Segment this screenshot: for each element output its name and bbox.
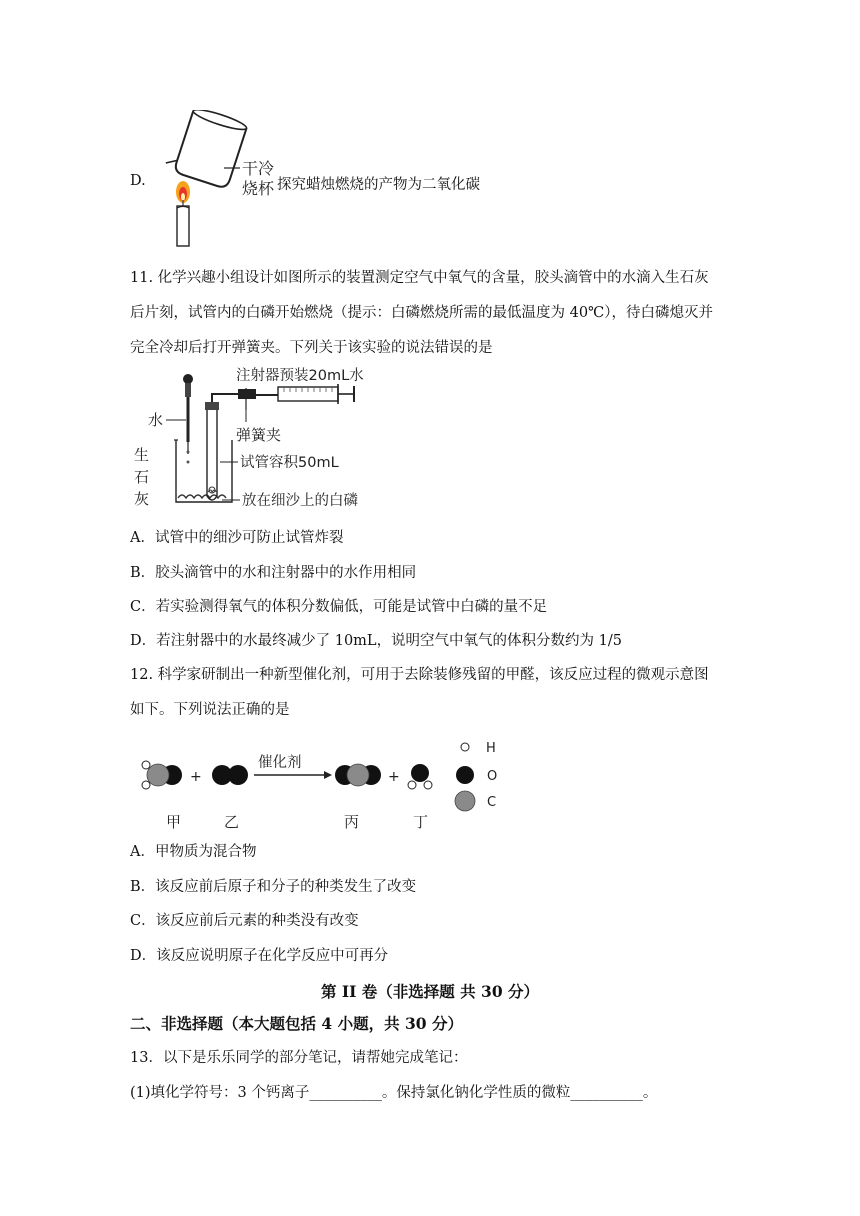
plus-sign-1: + [190,769,202,785]
q12-stem-line-2: 如下。下列说法正确的是 [130,702,290,718]
section-title: 二、非选择题（本大题包括 4 小题，共 30 分） [130,1014,463,1033]
q10-option-d-letter: D. [130,173,146,189]
label-dry-cold: 干冷 [242,159,275,178]
label-water: 水 [148,411,164,429]
q13-stem: 13．以下是乐乐同学的部分笔记，请帮她完成笔记： [130,1050,468,1066]
label-lime-1: 生 [134,446,150,464]
q11-option-d: D．若注射器中的水最终减少了 10mL，说明空气中氧气的体积分数约为 1/5 [130,633,623,649]
candle-beaker-figure [150,110,285,250]
label-jia: 甲 [166,813,182,831]
reaction-micro-diagram [130,735,530,835]
label-beaker: 烧杯 [242,179,275,198]
oxygen-measurement-figure [128,362,388,518]
label-ding: 丁 [413,813,429,831]
q12-option-a: A．甲物质为混合物 [130,844,257,860]
q13-item-1: (1)填化学符号：3 个钙离子__________。保持氯化钠化学性质的微粒__________。 [130,1085,658,1101]
legend-h: H [486,741,496,756]
label-lime-2: 石 [134,468,150,486]
q11-stem-line-1: 11. 化学兴趣小组设计如图所示的装置测定空气中氧气的含量，胶头滴管中的水滴入生石灰 [130,270,709,286]
q11-option-c: C．若实验测得氧气的体积分数偏低，可能是试管中白磷的量不足 [130,599,548,615]
legend-c: C [487,795,497,810]
q11-option-b: B．胶头滴管中的水和注射器中的水作用相同 [130,565,417,581]
label-white-phosphorus: 放在细沙上的白磷 [242,493,358,509]
volume-title: 第 II 卷（非选择题 共 30 分） [320,982,540,1001]
label-clamp: 弹簧夹 [236,426,282,444]
label-lime-3: 灰 [134,490,150,508]
label-yi: 乙 [224,813,240,831]
q12-option-d: D．该反应说明原子在化学反应中可再分 [130,948,389,964]
q12-option-c: C．该反应前后元素的种类没有改变 [130,913,359,929]
q11-option-a: A．试管中的细沙可防止试管炸裂 [130,530,344,546]
q12-option-b: B．该反应前后原子和分子的种类发生了改变 [130,879,417,895]
label-catalyst: 催化剂 [258,755,302,771]
label-syringe: 注射器预装20mL水 [236,368,364,384]
label-tube-volume: 试管容积50mL [240,455,339,471]
q11-stem-line-2: 后片刻，试管内的白磷开始燃烧（提示：白磷燃烧所需的最低温度为 40℃），待白磷熄灭并 [130,305,714,321]
q10-option-d-text: 探究蜡烛燃烧的产物为二氧化碳 [277,177,480,193]
q12-stem-line-1: 12. 科学家研制出一种新型催化剂，可用于去除装修残留的甲醛，该反应过程的微观示意图 [130,667,709,683]
q11-stem-line-3: 完全冷却后打开弹簧夹。下列关于该实验的说法错误的是 [130,340,493,356]
plus-sign-2: + [388,769,400,785]
legend-o: O [487,769,498,784]
label-bing: 丙 [344,813,360,831]
